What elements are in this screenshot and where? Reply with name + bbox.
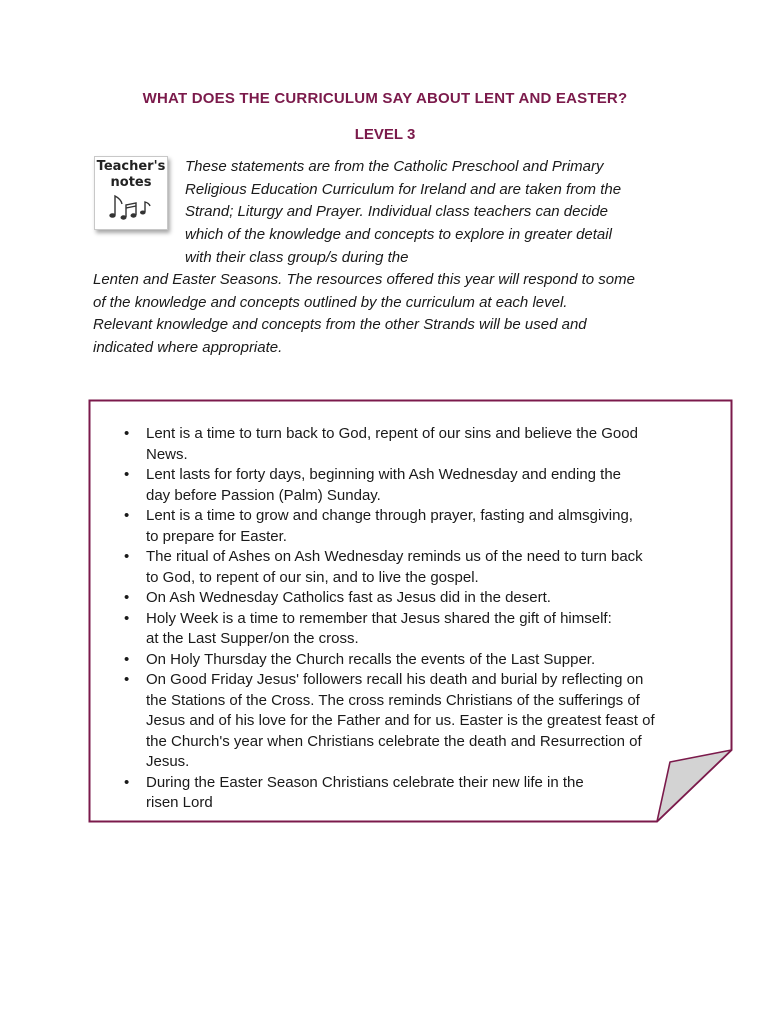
list-item: • On Ash Wednesday Catholics fast as Jesus did in the desert. (120, 588, 705, 609)
list-item: • Lent lasts for forty days, beginning with Ash Wednesday and ending the day before Passion (Palm) Sunday. (120, 465, 705, 506)
level-heading: LEVEL 3 (354, 126, 416, 143)
list-item: • The ritual of Ashes on Ash Wednesday reminds us of the need to turn back to God, to repent of our sin, and to live the gospel. (120, 547, 705, 588)
intro-paragraph-top: These statements are from the Catholic Preschool and Primary Religious Education Curriculum for Ireland and are taken from the Strand; Liturgy and Prayer. Individual class teachers can decide which of the knowledge and concepts to explore in greater detail with their class group/s during the (185, 158, 622, 266)
list-item: • On Good Friday Jesus' followers recall his death and burial by reflecting on the Stations of the Cross. The cross reminds Christians of the sufferings of Jesus and of his love for the Father and for us. Easter is the greatest feast of the Church's year when Christians celebrate the death and Resurrection of Jesus. (120, 670, 705, 773)
list-item: • Lent is a time to turn back to God, repent of our sins and believe the Good News. (120, 424, 705, 465)
teachers-notes-line2: notes (110, 175, 152, 190)
list-item: • During the Easter Season Christians celebrate their new life in the risen Lord (120, 773, 705, 814)
teachers-notes-line1: Teacher's (96, 159, 166, 174)
music-notes-icon (109, 193, 155, 223)
curriculum-points-list (120, 424, 705, 814)
teachers-notes-badge (94, 156, 168, 230)
list-item: • On Holy Thursday the Church recalls the events of the Last Supper. (120, 650, 705, 671)
page-title: WHAT DOES THE CURRICULUM SAY ABOUT LENT AND EASTER? (142, 90, 628, 107)
list-item: • Holy Week is a time to remember that Jesus shared the gift of himself: at the Last Supper/on the cross. (120, 609, 705, 650)
list-item: • Lent is a time to grow and change through prayer, fasting and almsgiving, to prepare for Easter. (120, 506, 705, 547)
intro-paragraph-bottom: Lenten and Easter Seasons. The resources offered this year will respond to some of the knowledge and concepts outlined by the curriculum at each level. Relevant knowledge and concepts from the other Strands will be used and indicated where appropriate. (93, 271, 635, 357)
